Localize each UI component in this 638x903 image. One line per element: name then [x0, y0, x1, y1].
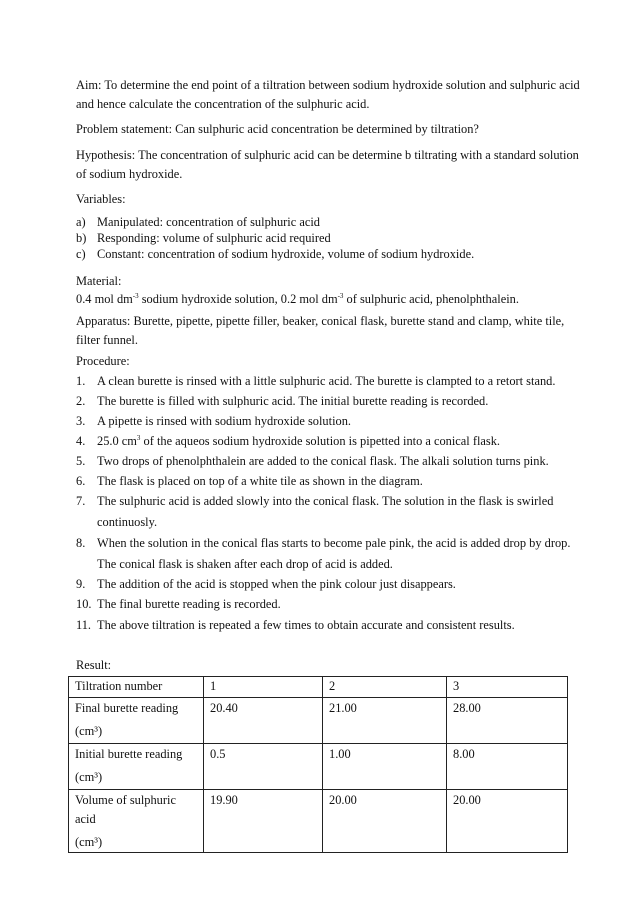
table-header-row: [69, 677, 568, 698]
table-header-cell: 2: [323, 677, 447, 698]
variable-marker: a): [76, 215, 86, 229]
step-continuation: The conical flask is shaken after each drop of acid is added.: [97, 557, 393, 571]
step-number: 7.: [76, 494, 86, 508]
row-unit: (cm³): [75, 770, 103, 784]
step-number: 10.: [76, 597, 92, 611]
procedure-heading: Procedure:: [76, 354, 130, 368]
row-label-cell: [69, 790, 204, 853]
material-text: 0.4 mol dm: [76, 292, 133, 306]
aim-line-2: and hence calculate the concentration of the sulphuric acid.: [76, 97, 370, 111]
variable-text: Constant: concentration of sodium hydroxide, volume of sodium hydroxide.: [97, 247, 475, 261]
step-text: When the solution in the conical flas starts to become pale pink, the acid is added drop by drop.: [97, 536, 571, 550]
step-number: 5.: [76, 454, 86, 468]
procedure-step: [76, 412, 566, 431]
step-text: The flask is placed on top of a white tile as shown in the diagram.: [97, 474, 423, 488]
procedure-step: [76, 452, 566, 471]
table-cell: 20.40: [204, 698, 323, 744]
step-number: 6.: [76, 474, 86, 488]
procedure-step: [76, 432, 566, 451]
table-cell: 0.5: [204, 744, 323, 790]
procedure-step: [76, 595, 566, 614]
row-label: Initial burette reading: [75, 747, 183, 761]
variable-marker: b): [76, 231, 87, 245]
material-line: [76, 290, 566, 309]
apparatus-line-2: filter funnel.: [76, 333, 138, 347]
step-continuation: continuosly.: [97, 515, 158, 529]
row-unit: (cm³): [75, 724, 103, 738]
step-text: A pipette is rinsed with sodium hydroxide solution.: [97, 414, 351, 428]
step-text: The burette is filled with sulphuric acid. The initial burette reading is recorded.: [97, 394, 489, 408]
step-text: Two drops of phenolphthalein are added to the conical flask. The alkali solution turns pink.: [97, 454, 549, 468]
table-header-cell: 3: [447, 677, 568, 698]
procedure-step: [76, 392, 566, 411]
variable-text: Responding: volume of sulphuric acid required: [97, 231, 331, 245]
aim-line-1: Aim: To determine the end point of a tiltration between sodium hydroxide solution and sulphuric acid: [76, 78, 580, 92]
row-label-cell: [69, 698, 204, 744]
procedure-step: [76, 575, 566, 594]
results-table: [68, 676, 568, 853]
step-text: A clean burette is rinsed with a little sulphuric acid. The burette is clampted to a retort stand.: [97, 374, 556, 388]
step-number: 8.: [76, 536, 86, 550]
row-label-cell: [69, 744, 204, 790]
step-number: 3.: [76, 414, 86, 428]
variable-marker: c): [76, 247, 86, 261]
material-text: of sulphuric acid, phenolphthalein.: [343, 292, 519, 306]
table-cell: 8.00: [447, 744, 568, 790]
hypothesis-line-1: Hypothesis: The concentration of sulphuric acid can be determine b tiltrating with a standard solution: [76, 148, 579, 162]
table-header-cell: Tiltration number: [69, 677, 204, 698]
procedure-step: [76, 372, 566, 391]
apparatus-line-1: Apparatus: Burette, pipette, pipette filler, beaker, conical flask, burette stand and clamp, white tile,: [76, 314, 565, 328]
variables-heading: Variables:: [76, 192, 126, 206]
variable-item: [76, 245, 566, 264]
procedure-step: [76, 492, 566, 511]
row-unit: (cm³): [75, 835, 103, 849]
step-number: 2.: [76, 394, 86, 408]
material-heading: Material:: [76, 274, 122, 288]
material-superscript: -3: [132, 292, 139, 300]
step-text: The final burette reading is recorded.: [97, 597, 281, 611]
step-text: of the aqueos sodium hydroxide solution is pipetted into a conical flask.: [140, 434, 501, 448]
material-text: sodium hydroxide solution, 0.2 mol dm: [138, 292, 338, 306]
variable-text: Manipulated: concentration of sulphuric acid: [97, 215, 320, 229]
step-text: The above tiltration is repeated a few times to obtain accurate and consistent results.: [97, 618, 515, 632]
table-cell: 28.00: [447, 698, 568, 744]
row-label: Final burette reading: [75, 701, 179, 715]
step-number: 9.: [76, 577, 86, 591]
step-text: The addition of the acid is stopped when the pink colour just disappears.: [97, 577, 456, 591]
table-cell: 20.00: [323, 790, 447, 853]
procedure-step: [76, 472, 566, 491]
table-row: [69, 698, 568, 744]
table-cell: 20.00: [447, 790, 568, 853]
step-superscript: 3: [136, 434, 141, 442]
material-superscript: -3: [337, 292, 344, 300]
problem-statement: Problem statement: Can sulphuric acid concentration be determined by tiltration?: [76, 122, 479, 136]
table-cell: 19.90: [204, 790, 323, 853]
table-row: [69, 744, 568, 790]
step-text: 25.0 cm: [97, 434, 137, 448]
procedure-step: [76, 616, 566, 635]
table-header-cell: 1: [204, 677, 323, 698]
step-text: The sulphuric acid is added slowly into the conical flask. The solution in the flask is swirled: [97, 494, 554, 508]
table-cell: 21.00: [323, 698, 447, 744]
row-label: Volume of sulphuric acid: [75, 793, 176, 826]
step-number: 11.: [76, 618, 92, 632]
table-cell: 1.00: [323, 744, 447, 790]
table-row: [69, 790, 568, 853]
procedure-step: [76, 534, 571, 553]
result-heading: Result:: [76, 658, 112, 672]
hypothesis-line-2: of sodium hydroxide.: [76, 167, 183, 181]
step-number: 1.: [76, 374, 86, 388]
step-number: 4.: [76, 434, 86, 448]
